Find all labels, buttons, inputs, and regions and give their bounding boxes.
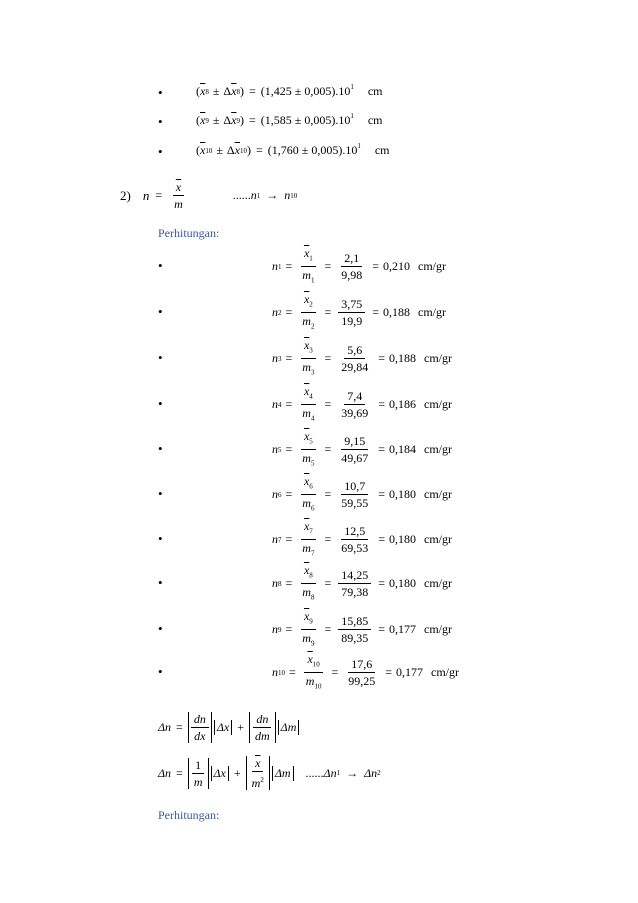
delta-sub: 8: [236, 87, 240, 96]
unit: cm/gr: [418, 305, 447, 320]
m-sub: 1: [310, 276, 315, 285]
numerator-value: 14,25: [338, 568, 371, 584]
bullet-icon: •: [158, 575, 163, 590]
unit: cm/gr: [424, 351, 453, 366]
n-definition-fraction: [171, 180, 186, 211]
coef-den-1: m: [193, 774, 203, 789]
m-sub: 9: [310, 639, 315, 648]
bullet-icon: •: [158, 441, 163, 456]
n-sub: 10: [278, 668, 285, 677]
result-value: 0,180: [389, 532, 417, 547]
x-sub: 2: [309, 300, 313, 309]
range-end: Δn: [364, 765, 378, 780]
coef-num-1: 1: [192, 758, 204, 774]
bullet-icon: •: [158, 304, 163, 319]
calc-row: n 1 = $\frac{\overline{x}_1}{m_1}$ = $\frac{2,1}{9,98}$ = 0,210 cm/gr: [272, 246, 447, 285]
numerator-value: 12,5: [341, 524, 368, 540]
bullet-icon: •: [158, 664, 163, 679]
denominator-value: 59,55: [341, 496, 369, 511]
bullet-icon: •: [158, 621, 163, 636]
n-sub: 9: [278, 625, 282, 634]
delta-sub: 9: [236, 116, 240, 125]
m-sub: 2: [310, 322, 315, 331]
calc-row: n 8 = $\frac{\overline{x}_8}{m_8}$ = $\frac{14,25}{79,38}$ = 0,180 cm/gr: [272, 563, 453, 602]
section-number: 2): [120, 187, 131, 203]
range-dots: ......: [305, 765, 324, 780]
unit: cm/gr: [424, 442, 453, 457]
result-value: 0,177: [396, 665, 424, 680]
unit: cm/gr: [424, 532, 453, 547]
n-sub: 8: [278, 579, 282, 588]
result-value: 0,186: [389, 397, 417, 412]
perhitungan-label-2: Perhitungan:: [158, 808, 220, 822]
unit: cm: [374, 143, 390, 157]
uncertainty-row: ( $\overline{x}$ 9 ± Δ $\overline{x}$ 9 ) = (1,585 ± 0,005).10 $^1$ cm: [196, 111, 383, 127]
numerator-value: 10,7: [341, 479, 368, 495]
n-sub: 1: [278, 262, 282, 271]
unit: cm: [367, 84, 383, 98]
unit: cm/gr: [431, 665, 460, 680]
unit: cm: [367, 113, 383, 127]
mean-x: $\overline{x}$: [200, 143, 206, 157]
numerator-value: 3,75: [338, 297, 365, 313]
denominator-value: 39,69: [341, 406, 369, 421]
bullet-icon: •: [158, 114, 163, 129]
uncertainty-row: ( $\overline{x}$ 8 ± Δ $\overline{x}$ 8 ) = (1,425 ± 0,005).10 $^1$ cm: [196, 82, 383, 98]
section-2-formula: [120, 180, 297, 211]
derivative-abs-2: [249, 712, 276, 743]
value: (1,425 ± 0,005).10: [260, 84, 351, 98]
calc-row: n 3 = $\frac{\overline{x}_3}{m_3}$ = $\frac{5,6}{29,84}$ = 0,188 cm/gr: [272, 338, 453, 377]
numerator-value: 7,4: [344, 389, 365, 405]
x-sub: 7: [309, 527, 313, 536]
bullet-icon: •: [158, 144, 163, 159]
delta-n-expanded-formula: [158, 756, 381, 790]
calc-row: n 9 = $\frac{\overline{x}_9}{m_9}$ = $\frac{15,85}{89,35}$ = 0,177 cm/gr: [272, 609, 453, 648]
unit: cm/gr: [418, 259, 447, 274]
m-sub: 8: [310, 593, 315, 602]
calc-row: n 4 = $\frac{\overline{x}_4}{m_4}$ = $\frac{7,4}{39,69}$ = 0,186 cm/gr: [272, 384, 453, 423]
x-sub: 5: [309, 437, 313, 446]
result-value: 0,177: [389, 622, 417, 637]
n-sub: 2: [278, 308, 282, 317]
bullet-icon: •: [158, 85, 163, 100]
mean-sub: 10: [205, 146, 213, 155]
bullet-icon: •: [158, 531, 163, 546]
exponent: 1: [350, 82, 354, 91]
m-sub: 4: [310, 414, 315, 423]
delta-x: $\overline{x}$: [234, 143, 240, 157]
arrow-icon: →: [346, 765, 359, 780]
denominator-value: 69,53: [341, 541, 369, 556]
mean-x: $\overline{x}$: [200, 84, 206, 98]
n-sub: 3: [278, 354, 282, 363]
mean-sub: 8: [205, 87, 209, 96]
range-end: n: [284, 188, 291, 202]
numerator-value: 2,1: [341, 251, 362, 267]
calc-row: n 5 = $\frac{\overline{x}_5}{m_5}$ = $\frac{9,15}{49,67}$ = 0,184 cm/gr: [272, 429, 453, 468]
coef-abs-2: [246, 756, 270, 790]
unit: cm/gr: [424, 487, 453, 502]
numerator-x: $\overline{x}$: [173, 180, 184, 196]
n-symbol: n: [142, 187, 150, 203]
delta-n-formula: [158, 712, 299, 743]
numerator-value: 17,6: [348, 657, 375, 673]
derivative-num-2: dn: [253, 712, 271, 728]
delta-x: $\overline{x}$: [231, 84, 237, 98]
m-sub: 5: [310, 459, 315, 468]
coef-num-2: $\overline{x}$: [252, 756, 263, 772]
mean-sub: 9: [205, 116, 209, 125]
coef-den-exp: 2: [260, 776, 264, 784]
result-value: 0,180: [389, 487, 417, 502]
delta-n-symbol: Δn: [158, 720, 172, 734]
x-sub: 8: [309, 571, 313, 580]
denominator-value: 49,67: [341, 451, 369, 466]
range-start-sub: 1: [336, 769, 341, 777]
calc-row: n 2 = $\frac{\overline{x}_2}{m_2}$ = $\frac{3,75}{19,9}$ = 0,188 cm/gr: [272, 292, 447, 331]
denominator-value: 9,98: [341, 268, 363, 283]
abs-delta-x: Δx: [214, 720, 232, 735]
x-sub: 4: [309, 392, 313, 401]
coef-den-2: m: [251, 776, 261, 790]
n-sub: 6: [278, 490, 282, 499]
range-end-sub: 10: [290, 191, 298, 200]
equals-sign: =: [155, 188, 163, 202]
numerator-value: 15,85: [338, 614, 371, 630]
result-value: 0,180: [389, 576, 417, 591]
value: (1,760 ± 0,005).10: [267, 143, 358, 157]
range-dots: ......: [232, 188, 251, 202]
x-sub: 3: [309, 346, 313, 355]
derivative-abs-1: [188, 712, 212, 743]
mean-x: $\overline{x}$: [200, 113, 206, 127]
bullet-icon: •: [158, 258, 163, 273]
unit: cm/gr: [424, 576, 453, 591]
n-sub: 5: [278, 445, 282, 454]
derivative-den-1: dx: [194, 729, 206, 743]
exponent: 1: [357, 141, 361, 150]
value: (1,585 ± 0,005).10: [260, 113, 351, 127]
m-sub: 7: [310, 549, 315, 558]
denominator-value: 79,38: [341, 585, 369, 600]
bullet-icon: •: [158, 350, 163, 365]
abs-delta-m: Δm: [278, 720, 300, 735]
calc-row: n 6 = $\frac{\overline{x}_6}{m_6}$ = $\frac{10,7}{59,55}$ = 0,180 cm/gr: [272, 474, 453, 513]
n-sub: 4: [278, 400, 282, 409]
range-start: Δn: [323, 765, 337, 780]
calc-row: n 10 = $\frac{\overline{x}_{10}}{m_{10}}$ = $\frac{17,6}{99,25}$ = 0,177 cm/gr: [272, 652, 460, 691]
x-sub: 6: [309, 482, 313, 491]
m-sub: 3: [310, 368, 315, 377]
equals-sign: =: [176, 765, 183, 780]
numerator-value: 5,6: [344, 343, 365, 359]
x-sub: 9: [309, 617, 313, 626]
delta-x: $\overline{x}$: [231, 113, 237, 127]
range-start: n: [250, 188, 257, 202]
numerator-value: 9,15: [341, 434, 368, 450]
bullet-icon: •: [158, 396, 163, 411]
range-end-sub: 2: [377, 769, 381, 777]
range-start-sub: 1: [256, 191, 261, 200]
n-sub: 7: [278, 535, 282, 544]
exponent: 1: [350, 111, 354, 120]
uncertainty-row: ( $\overline{x}$ 10 ± Δ $\overline{x}$ 10 ) = (1,760 ± 0,005).10 $^1$ cm: [196, 141, 390, 157]
denominator-value: 99,25: [348, 674, 376, 689]
plus-sign: +: [237, 720, 244, 734]
result-value: 0,210: [383, 259, 411, 274]
unit: cm/gr: [424, 622, 453, 637]
delta-n-symbol: Δn: [158, 765, 172, 780]
x-sub: 10: [312, 660, 320, 669]
m-sub: 10: [314, 682, 322, 691]
denominator-m: m: [174, 197, 183, 211]
abs-delta-x: Δx: [211, 766, 229, 781]
m-sub: 6: [310, 504, 315, 513]
plus-sign: +: [233, 765, 241, 780]
denominator-value: 89,35: [341, 631, 369, 646]
denominator-value: 29,84: [341, 360, 369, 375]
result-value: 0,188: [389, 351, 417, 366]
derivative-num-1: dn: [191, 712, 209, 728]
arrow-icon: →: [266, 188, 279, 202]
result-value: 0,184: [389, 442, 417, 457]
perhitungan-label: Perhitungan:: [158, 226, 220, 240]
coef-abs-1: [188, 758, 209, 789]
abs-delta-m: Δm: [272, 766, 294, 781]
calc-row: n 7 = $\frac{\overline{x}_7}{m_7}$ = $\frac{12,5}{69,53}$ = 0,180 cm/gr: [272, 519, 453, 558]
unit: cm/gr: [424, 397, 453, 412]
derivative-den-2: dm: [254, 729, 270, 743]
result-value: 0,188: [383, 305, 411, 320]
equals-sign: =: [176, 720, 183, 734]
delta-sub: 10: [239, 146, 247, 155]
denominator-value: 19,9: [341, 314, 363, 329]
x-sub: 1: [309, 254, 313, 263]
bullet-icon: •: [158, 486, 163, 501]
